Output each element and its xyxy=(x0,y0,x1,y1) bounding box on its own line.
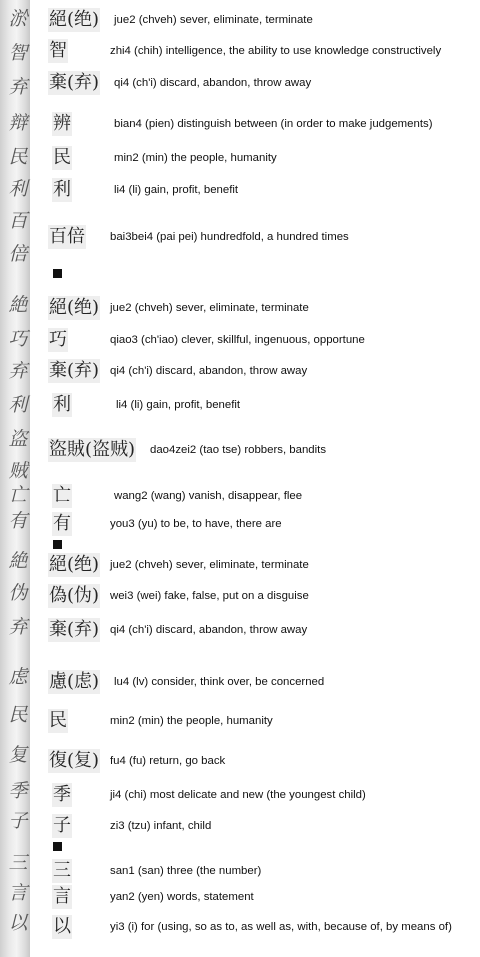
entry-definition: ji4 (chi) most delicate and new (the youngest child) xyxy=(110,789,366,801)
slip-character: 伪 xyxy=(8,582,28,604)
slip-character: 贼 xyxy=(8,460,28,482)
entry-character: 季 xyxy=(53,784,71,805)
entry-definition: yan2 (yen) words, statement xyxy=(110,891,254,903)
slip-character: 有 xyxy=(8,510,28,532)
slip-character: 弃 xyxy=(8,76,28,98)
slip-character: 利 xyxy=(8,178,28,200)
entry-character: 智 xyxy=(49,40,67,61)
entry-character: 三 xyxy=(53,860,71,881)
entry-character: 復(复) xyxy=(49,750,100,771)
entry-definition: zhi4 (chih) intelligence, the ability to use knowledge constructively xyxy=(110,45,442,57)
entry-character: 利 xyxy=(53,179,71,200)
entry-character: 棄(弃) xyxy=(49,619,100,640)
entry-definition: you3 (yu) to be, to have, there are xyxy=(110,518,282,530)
entry-character: 棄(弃) xyxy=(49,360,100,381)
slip-character: 民 xyxy=(8,704,28,726)
entry-definition: jue2 (chveh) sever, eliminate, terminate xyxy=(114,14,313,26)
entry-definition: min2 (min) the people, humanity xyxy=(110,715,273,727)
slip-character: 复 xyxy=(8,744,28,766)
entry-character: 巧 xyxy=(49,329,67,350)
entry-definition: li4 (li) gain, profit, benefit xyxy=(114,184,239,196)
entry-character: 慮(虑) xyxy=(49,671,100,692)
section-marker xyxy=(53,269,62,278)
entry-definition: jue2 (chveh) sever, eliminate, terminate xyxy=(110,302,309,314)
entry-character: 辨 xyxy=(53,113,71,134)
slip-character: 以 xyxy=(8,912,28,934)
entry-character: 子 xyxy=(53,815,71,836)
entry-character: 以 xyxy=(53,916,71,937)
slip-character: 弃 xyxy=(8,616,28,638)
section-marker xyxy=(53,540,62,549)
entry-character: 百倍 xyxy=(49,226,85,247)
entry-character: 絕(绝) xyxy=(49,297,100,318)
slip-character: 子 xyxy=(8,810,28,832)
entry-definition: dao4zei2 (tao tse) robbers, bandits xyxy=(150,444,327,456)
entry-definition: qiao3 (ch'iao) clever, skillful, ingenuous, opportune xyxy=(110,334,365,346)
entry-definition: san1 (san) three (the number) xyxy=(110,865,262,877)
slip-character: 弃 xyxy=(8,360,28,382)
slip-character: 淤 xyxy=(8,8,28,30)
slip-character: 絶 xyxy=(8,550,28,572)
slip-character: 盗 xyxy=(8,428,28,450)
entry-definition: lu4 (lv) consider, think over, be concerned xyxy=(114,676,325,688)
entry-definition: wei3 (wei) fake, false, put on a disguise xyxy=(110,590,309,602)
entry-definition: zi3 (tzu) infant, child xyxy=(110,820,212,832)
entry-definition: yi3 (i) for (using, so as to, as well as, with, because of, by means of) xyxy=(110,921,452,933)
slip-character: 絶 xyxy=(8,294,28,316)
entry-definition: fu4 (fu) return, go back xyxy=(110,755,226,767)
entry-character: 亡 xyxy=(53,485,71,506)
entry-definition: min2 (min) the people, humanity xyxy=(114,152,277,164)
bamboo-slip-strip xyxy=(0,0,42,957)
slip-character: 虑 xyxy=(8,666,28,688)
entry-definition: qi4 (ch'i) discard, abandon, throw away xyxy=(110,365,308,377)
entry-character: 盜賊(盗贼) xyxy=(49,439,136,460)
entry-character: 利 xyxy=(53,394,71,415)
slip-character: 季 xyxy=(8,780,28,802)
entry-character: 言 xyxy=(53,886,71,907)
slip-character: 亡 xyxy=(8,484,28,506)
entry-character: 絕(绝) xyxy=(49,554,100,575)
slip-character: 利 xyxy=(8,394,28,416)
entry-definition: bai3bei4 (pai pei) hundredfold, a hundred times xyxy=(110,231,349,243)
slip-character: 智 xyxy=(8,42,28,64)
entry-definition: wang2 (wang) vanish, disappear, flee xyxy=(114,490,303,502)
entry-definition: jue2 (chveh) sever, eliminate, terminate xyxy=(110,559,309,571)
slip-character: 倍 xyxy=(8,243,28,265)
entry-character: 有 xyxy=(53,513,71,534)
slip-character: 辩 xyxy=(8,112,28,134)
entry-definition: bian4 (pien) distinguish between (in order to make judgements) xyxy=(114,118,433,130)
entry-definition: qi4 (ch'i) discard, abandon, throw away xyxy=(110,624,308,636)
entry-character: 民 xyxy=(53,147,71,168)
slip-character: 民 xyxy=(8,146,28,168)
slip-character: 言 xyxy=(8,882,28,904)
slip-character: 三 xyxy=(8,852,28,874)
slip-character: 巧 xyxy=(8,328,28,350)
entry-character: 民 xyxy=(49,710,67,731)
entry-character: 棄(弃) xyxy=(49,72,100,93)
entry-character: 偽(伪) xyxy=(49,585,100,606)
entry-definition: qi4 (ch'i) discard, abandon, throw away xyxy=(114,77,312,89)
entry-definition: li4 (li) gain, profit, benefit xyxy=(116,399,241,411)
slip-character: 百 xyxy=(8,210,28,232)
section-marker xyxy=(53,842,62,851)
entry-character: 絕(绝) xyxy=(49,9,100,30)
